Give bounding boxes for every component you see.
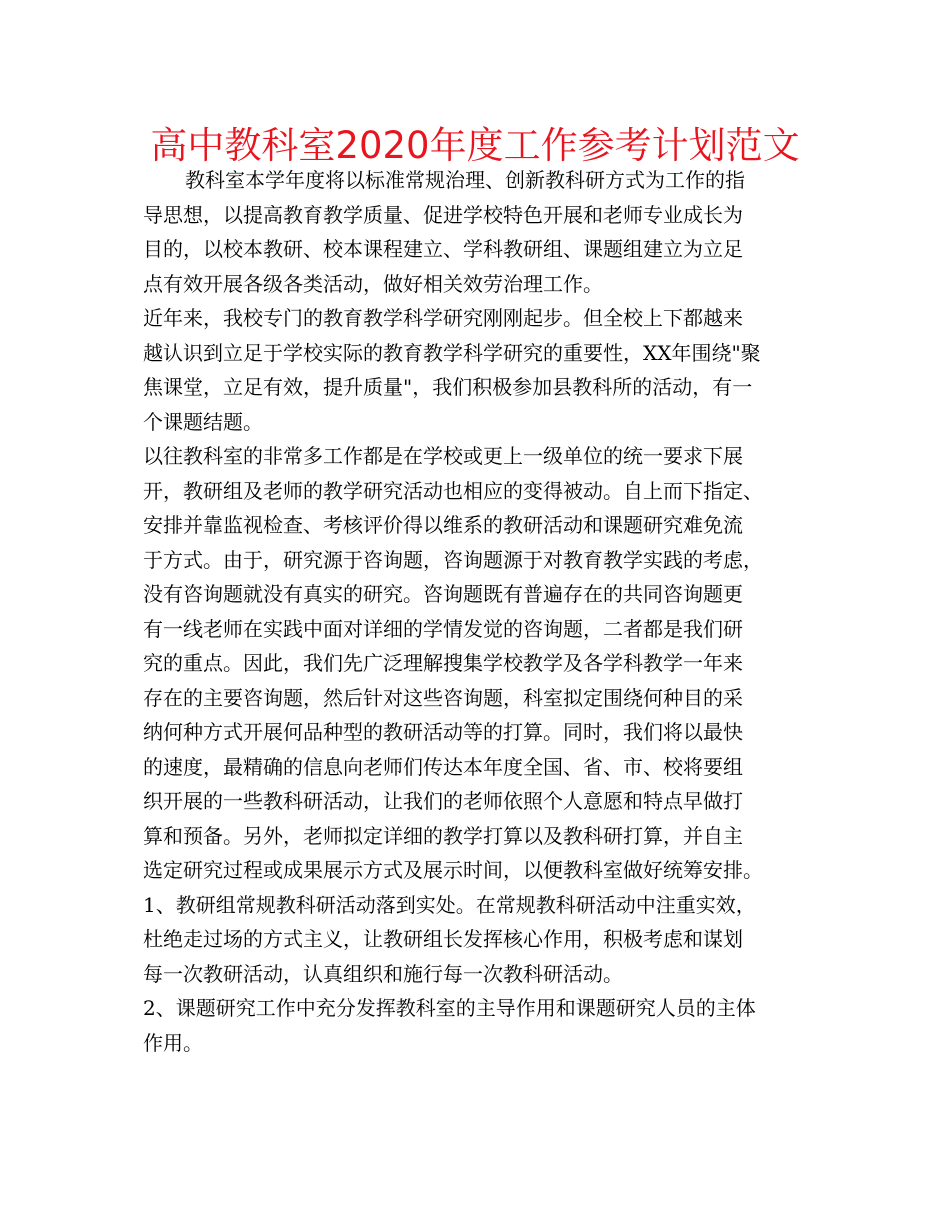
text-line: 近年来，我校专门的教育教学科学研究刚刚起步。但全校上下都越来	[143, 306, 743, 330]
text-line: 存在的主要咨询题，然后针对这些咨询题，科室拟定围绕何种目的采	[143, 685, 743, 710]
text-line: 点有效开展各级各类活动，做好相关效劳治理工作。	[143, 271, 603, 296]
text-line: 算和预备。另外，老师拟定详细的教学打算以及教科研打算，并自主	[143, 823, 743, 848]
document-title: 高中教科室2020年度工作参考计划范文	[150, 124, 800, 167]
text-line: 2、课题研究工作中充分发挥教科室的主导作用和课题研究人员的主体	[143, 996, 756, 1020]
text-line: 安排并靠监视检查、考核评价得以维系的教研活动和课题研究难免流	[143, 513, 743, 537]
text-line: 每一次教研活动，认真组织和施行每一次教科研活动。	[143, 961, 623, 986]
text-line: 究的重点。因此，我们先广泛理解搜集学校教学及各学科教学一年来	[143, 651, 743, 675]
text-line: 教科室本学年度将以标准常规治理、创新教科研方式为工作的指	[185, 168, 745, 192]
text-line: 没有咨询题就没有真实的研究。咨询题既有普遍存在的共同咨询题更	[143, 582, 743, 606]
text-line: 有一线老师在实践中面对详细的学情发觉的咨询题，二者都是我们研	[143, 616, 743, 641]
document-body	[143, 163, 823, 1060]
text-line: 织开展的一些教科研活动，让我们的老师依照个人意愿和特点早做打	[143, 789, 743, 813]
text-line: 纳何种方式开展何品种型的教研活动等的打算。同时，我们将以最快	[143, 720, 743, 744]
text-line: 选定研究过程或成果展示方式及展示时间，以便教科室做好统筹安排。	[143, 858, 763, 882]
text-line: 越认识到立足于学校实际的教育教学科学研究的重要性，XX年围绕"聚	[143, 340, 761, 365]
text-line: 焦课堂，立足有效，提升质量"，我们积极参加县教科所的活动，有一	[143, 375, 753, 399]
text-line: 杜绝走过场的方式主义，让教研组长发挥核心作用，积极考虑和谋划	[143, 927, 743, 951]
text-line: 个课题结题。	[143, 409, 263, 434]
text-line: 作用。	[143, 1030, 203, 1055]
text-line: 开，教研组及老师的教学研究活动也相应的变得被动。自上而下指定、	[143, 478, 763, 503]
text-line: 导思想，以提高教育教学质量、促进学校特色开展和老师专业成长为	[143, 202, 743, 227]
text-line: 以往教科室的非常多工作都是在学校或更上一级单位的统一要求下展	[143, 444, 743, 468]
text-line: 1、教研组常规教科研活动落到实处。在常规教科研活动中注重实效，	[143, 892, 756, 917]
text-line: 于方式。由于，研究源于咨询题，咨询题源于对教育教学实践的考虑，	[143, 547, 763, 572]
text-line: 目的，以校本教研、校本课程建立、学科教研组、课题组建立为立足	[143, 237, 743, 261]
text-line: 的速度，最精确的信息向老师们传达本年度全国、省、市、校将要组	[143, 754, 743, 779]
